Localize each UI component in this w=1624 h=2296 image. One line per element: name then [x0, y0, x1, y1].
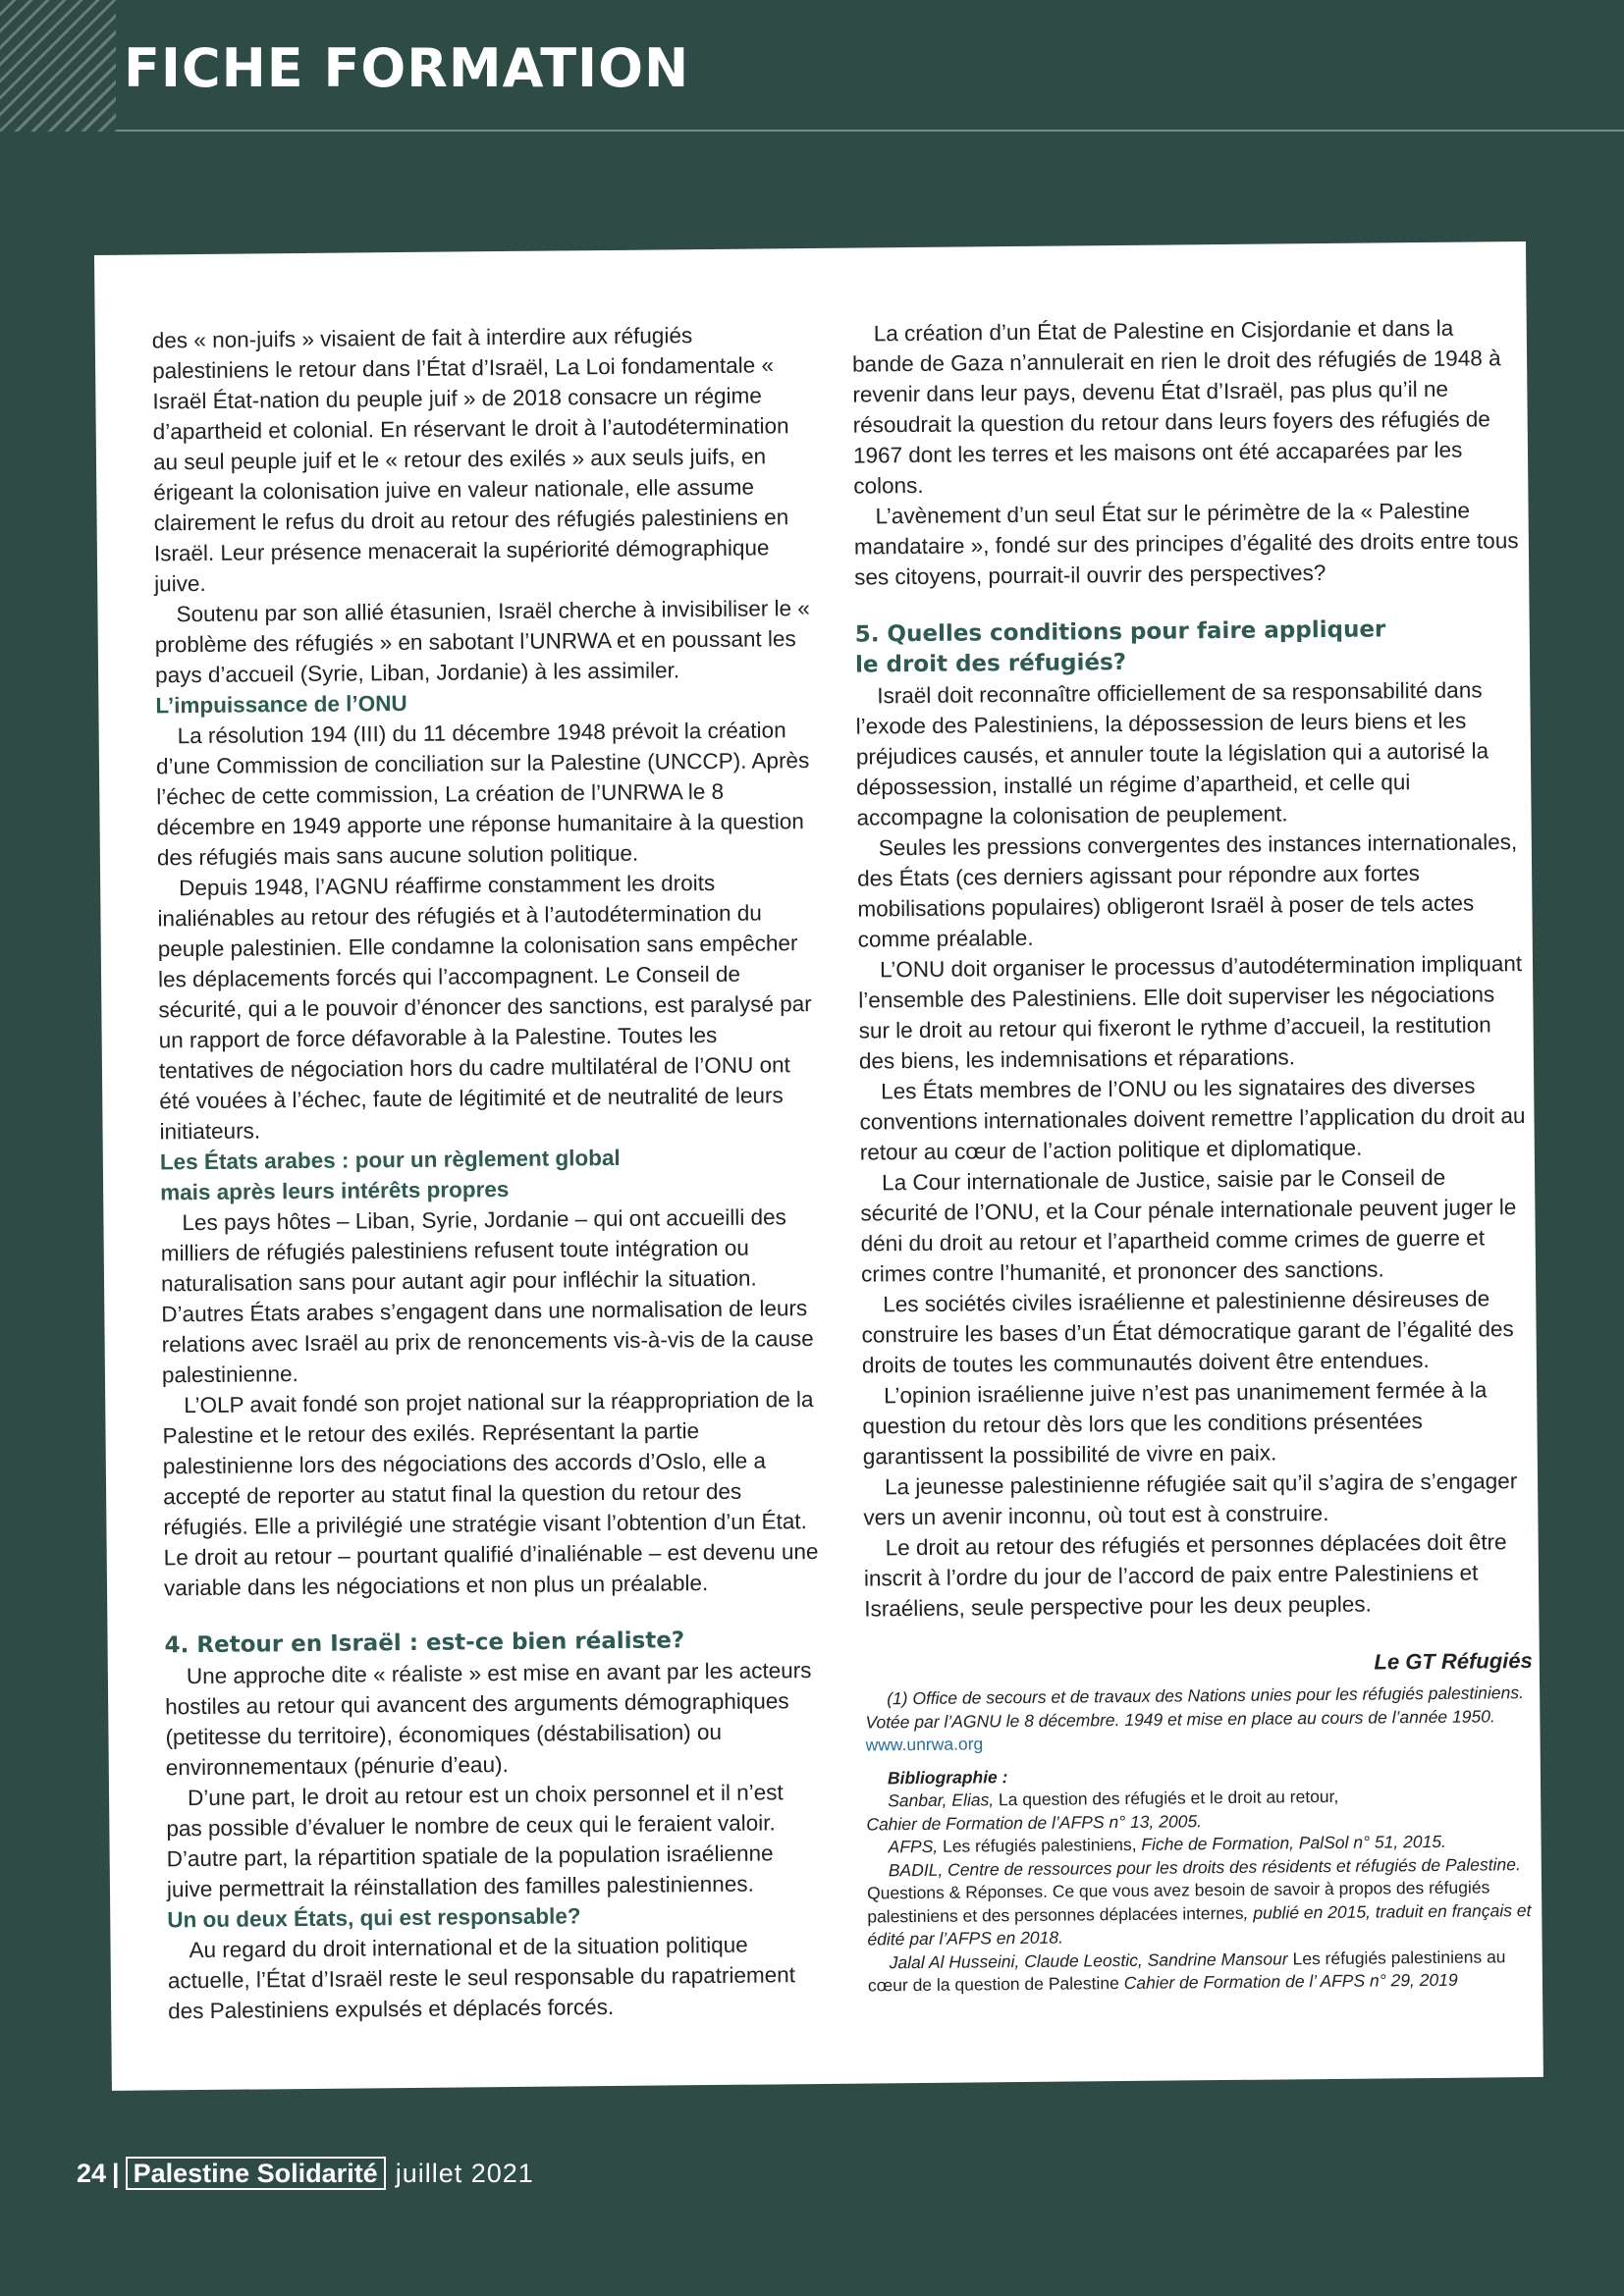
paragraph: La jeunesse palestinienne réfugiée sait qu’il s’agira de s’engager vers un avenir inconnu, où tout est à construire. [863, 1468, 1518, 1530]
paragraph: L’opinion israélienne juive n’est pas unanimement fermée à la question du retour dès lors que les conditions présentées garantissent la possibilité de vivre en paix. [862, 1377, 1488, 1469]
issue-date: juillet 2021 [395, 2158, 534, 2188]
page-header [0, 0, 1624, 132]
paragraph: La Cour internationale de Justice, saisie par le Conseil de sécurité de l’ONU, et la Cour pénale internationale peuvent juger le déni du droit au retour et l’apartheid comme crimes de guerre et crimes contre l’humanité, et prononcer des sanctions. [860, 1164, 1517, 1287]
magazine-name: Palestine Solidarité [126, 2157, 386, 2190]
section-heading-4: 4. Retour en Israël : est-ce bien réaliste? [164, 1628, 685, 1659]
author-signature: Le GT Réfugiés [1374, 1648, 1533, 1675]
paragraph: Une approche dite « réaliste » est mise en avant par les acteurs hostiles au retour qui avancent des arguments démographiques (petitesse du territoire), économiques (déstabilisation) ou environnementaux (pénurie d’eau). [165, 1658, 812, 1781]
footnotes [865, 1682, 1536, 1998]
paragraph: Le droit au retour des réfugiés et personnes déplacées doit être inscrit à l’ordre du jour de l’accord de paix entre Palestiniens et Israéliens, seule perspective pour les deux peuples. [863, 1529, 1507, 1622]
paragraph: Seules les pressions convergentes des instances internationales, des États (ces derniers agissant pour répondre aux fortes mobilisations populaires) obligeront Israël à poser de tels actes comme préalable. [857, 829, 1518, 952]
paragraph: des « non-juifs » visaient de fait à interdire aux réfugiés palestiniens le retour dans l’État d’Israël, La Loi fondamentale « Israël État-nation du peuple juif » de 2018 consacre un régime d’apartheid et colonial. En réservant le droit à l’autodétermination au seul peuple juif et le « retour des exilés » aux seuls juifs, en érigeant la colonisation juive en valeur nationale, elle assume clairement le refus du droit au retour des réfugiés palestiniens en Israël. Leur présence menacerait la supériorité démographique juive. [151, 323, 789, 597]
paragraph: Depuis 1948, l’AGNU réaffirme constamment les droits inaliénables au retour des réfugiés et à l’autodétermination du peuple palestinien. Elle condamne la colonisation sans empêcher les déplacements forcés qui l’accompagnent. Le Conseil de sécurité, qui a le pouvoir d’énoncer des sanctions, est paralysé par un rapport de force défavorable à la Palestine. Toutes les tentatives de négociation hors du cadre multilatéral de l’ONU ont été vouées à l’échec, faute de légitimité et de neutralité de leurs initiateurs. [157, 870, 812, 1145]
footnote-1: (1) Office de secours et de travaux des Nations unies pour les réfugiés palestiniens. Votée par l’AGNU le 8 décembre. 1949 et mise en place au cours de l’année 1950. www.unrwa.org [865, 1682, 1525, 1755]
paragraph: Les États membres de l’ONU ou les signataires des diverses conventions internationales doivent remettre l’application du droit au retour au cœur de l’action politique et diplomatique. [859, 1073, 1526, 1165]
section-heading-5-line2: le droit des réfugiés? [854, 649, 1127, 678]
bibliography-heading: Bibliographie : [887, 1766, 1008, 1788]
left-column [152, 319, 827, 2026]
subheading-etats-arabes: Les États arabes : pour un règlement global [159, 1145, 621, 1175]
paragraph: Au regard du droit international et de la situation politique actuelle, l’État d’Israël reste le seul responsable du rapatriement des Palestiniens expulsés et déplacés forcés. [167, 1932, 796, 2024]
paragraph: D’une part, le droit au retour est un choix personnel et il n’est pas possible d’évaluer le nombre de ceux qui le feraient valoir. D’autre part, la répartition spatiale de la population israélienne juive permettrait la réinstallation des familles palestiniennes. [166, 1780, 784, 1902]
bibliography-entry: BADIL, Centre de ressources pour les droits des résidents et réfugiés de Palestine. Questions & Réponses. Ce que vous avez besoin de savoir à propos des réfugiés palestiniens et des personnes déplacées internes, publié en 2015, traduit en français et édité par l’AFPS en 2018. [866, 1853, 1532, 1949]
article-sheet [94, 241, 1543, 2091]
section-title: FICHE FORMATION [124, 37, 690, 99]
paragraph: L’ONU doit organiser le processus d’autodétermination impliquant l’ensemble des Palestiniens. Elle doit superviser les négociations sur le droit au retour qui fixeront le rythme d’accueil, la restitution des biens, les indemnisations et réparations. [858, 951, 1523, 1074]
unrwa-link[interactable]: www.unrwa.org [865, 1734, 984, 1755]
paragraph: Israël doit reconnaître officiellement de sa responsabilité dans l’exode des Palestiniens, la dépossession de leurs biens et les préjudices causés, et annuler toute la législation qui a autorisé la dépossession, installé un régime d’apartheid, et celle qui accompagne la colonisation de peuplement. [855, 677, 1489, 830]
bibliography-entry: Sanbar, Elias, La question des réfugiés et le droit au retour, Cahier de Formation de l’AFPS n° 13, 2005. [866, 1786, 1339, 1835]
subheading-onu: L’impuissance de l’ONU [155, 690, 407, 719]
right-column [852, 312, 1536, 1998]
header-divider [116, 130, 1624, 132]
header-stripes-decoration [0, 0, 116, 132]
paragraph: La création d’un État de Palestine en Cisjordanie et dans la bande de Gaza n’annulerait en rien le droit des réfugiés de 1948 à revenir dans leur pays, devenu État d’Israël, pas plus qu’il ne résoudrait la question du retour dans leurs foyers des réfugiés de 1967 dont les terres et les maisons ont été accaparées par les colons. [851, 315, 1501, 499]
subheading-etats-responsable: Un ou deux États, qui est responsable? [167, 1903, 581, 1933]
page-number: 24 [77, 2158, 107, 2188]
section-heading-5: 5. Quelles conditions pour faire appliquer [854, 616, 1386, 648]
subheading-etats-arabes-line2: mais après leurs intérêts propres [160, 1176, 510, 1205]
footer-separator: | [112, 2158, 120, 2188]
bibliography-entry: AFPS, Les réfugiés palestiniens, Fiche de Formation, PalSol n° 51, 2015. [888, 1831, 1446, 1857]
paragraph: L’OLP avait fondé son projet national sur la réappropriation de la Palestine et le retour des exilés. Représentant la partie palestinienne lors des négociations des accords d’Oslo, elle a accepté de reporter au statut final la question du retour des réfugiés. Elle a privilégié une stratégie visant l’obtention d’un État. Le droit au retour – pourtant qualifié d’inaliénable – est devenu une variable dans les négociations et non plus un préalable. [162, 1387, 819, 1601]
page-footer [77, 2156, 534, 2191]
paragraph: Soutenu par son allié étasunien, Israël cherche à invisibiliser le « problème des réfugiés » en sabotant l’UNRWA et en poussant les pays d’accueil (Syrie, Liban, Jordanie) à les assimiler. [154, 596, 810, 688]
bibliography-entry: Jalal Al Husseini, Claude Leostic, Sandrine Mansour Les réfugiés palestiniens au cœur de la question de Palestine Cahier de Formation de l’ AFPS n° 29, 2019 [867, 1946, 1506, 1996]
paragraph: L’avènement d’un seul État sur le périmètre de la « Palestine mandataire », fondé sur des principes d’égalité des droits entre tous ses citoyens, pourrait-il ouvrir des perspectives? [853, 498, 1519, 590]
paragraph: Les sociétés civiles israélienne et palestinienne désireuses de construire les bases d’un État démocratique garant de l’égalité des droits de toutes les communautés doivent être entendues. [861, 1286, 1514, 1378]
paragraph: La résolution 194 (III) du 11 décembre 1948 prévoit la création d’une Commission de conciliation sur la Palestine (UNCCP). Après l’échec de cette commission, La création de l’UNRWA le 8 décembre en 1949 apporte une réponse humanitaire à la question des réfugiés mais sans aucune solution politique. [155, 718, 810, 871]
paragraph: Les pays hôtes – Liban, Syrie, Jordanie – qui ont accueilli des milliers de réfugiés palestiniens refusent toute intégration ou naturalisation sans pour autant agir pour infléchir la situation. D’autres États arabes s’engagent dans une normalisation de leurs relations avec Israël au prix de renoncements vis-à-vis de la cause palestinienne. [160, 1204, 814, 1388]
